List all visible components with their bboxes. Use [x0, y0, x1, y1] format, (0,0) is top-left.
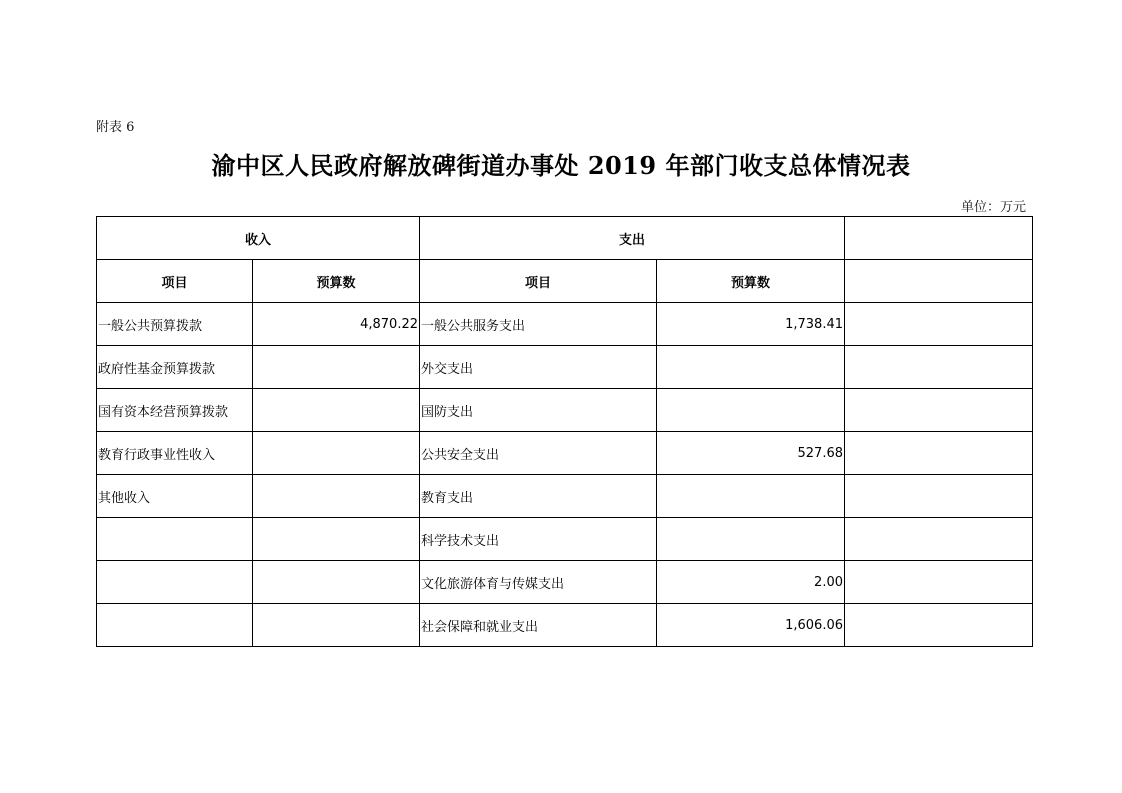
appendix-label: 附表 6 [96, 120, 135, 135]
blank-cell [845, 475, 1033, 518]
expense-item-header: 项目 [420, 260, 657, 303]
income-item: 政府性基金预算拨款 [97, 346, 253, 389]
table-row [97, 432, 1033, 475]
income-item: 国有资本经营预算拨款 [97, 389, 253, 432]
expense-amount [657, 346, 845, 389]
income-item: 一般公共预算拨款 [97, 303, 253, 346]
table-row [97, 346, 1033, 389]
income-item [97, 604, 253, 647]
table-row [97, 389, 1033, 432]
income-amount [253, 561, 420, 604]
expense-item: 文化旅游体育与传媒支出 [420, 561, 657, 604]
income-amount [253, 432, 420, 475]
expense-amount [657, 389, 845, 432]
table-row [97, 518, 1033, 561]
table-row [97, 604, 1033, 647]
income-item [97, 518, 253, 561]
blank-cell [845, 518, 1033, 561]
expense-amount [657, 518, 845, 561]
table-row [97, 303, 1033, 346]
expense-amount: 2.00 [657, 561, 845, 604]
expense-item: 公共安全支出 [420, 432, 657, 475]
blank-cell [845, 389, 1033, 432]
income-amount [253, 389, 420, 432]
page-title: 渝中区人民政府解放碑街道办事处 2019 年部门收支总体情况表 [211, 151, 911, 180]
expense-item: 国防支出 [420, 389, 657, 432]
budget-table [96, 216, 1033, 647]
expense-amount: 1,738.41 [657, 303, 845, 346]
income-item [97, 561, 253, 604]
expense-amount: 1,606.06 [657, 604, 845, 647]
income-amount [253, 475, 420, 518]
unit-label: 单位：万元 [960, 200, 1026, 215]
income-item: 教育行政事业性收入 [97, 432, 253, 475]
blank-cell [845, 432, 1033, 475]
blank-header-cell [845, 217, 1033, 260]
expense-item: 一般公共服务支出 [420, 303, 657, 346]
income-amount [253, 346, 420, 389]
expense-item: 外交支出 [420, 346, 657, 389]
blank-cell [845, 346, 1033, 389]
blank-cell [845, 604, 1033, 647]
table-row [97, 561, 1033, 604]
header-row-sections [97, 217, 1033, 260]
expense-amount [657, 475, 845, 518]
income-amount: 4,870.22 [253, 303, 420, 346]
income-amount [253, 518, 420, 561]
income-item: 其他收入 [97, 475, 253, 518]
blank-header-cell [845, 260, 1033, 303]
expense-section-header: 支出 [420, 217, 845, 260]
header-row-columns [97, 260, 1033, 303]
income-item-header: 项目 [97, 260, 253, 303]
expense-budget-header: 预算数 [657, 260, 845, 303]
income-budget-header: 预算数 [253, 260, 420, 303]
blank-cell [845, 561, 1033, 604]
expense-item: 教育支出 [420, 475, 657, 518]
table-row [97, 475, 1033, 518]
expense-item: 科学技术支出 [420, 518, 657, 561]
expense-item: 社会保障和就业支出 [420, 604, 657, 647]
blank-cell [845, 303, 1033, 346]
income-amount [253, 604, 420, 647]
income-section-header: 收入 [97, 217, 420, 260]
expense-amount: 527.68 [657, 432, 845, 475]
